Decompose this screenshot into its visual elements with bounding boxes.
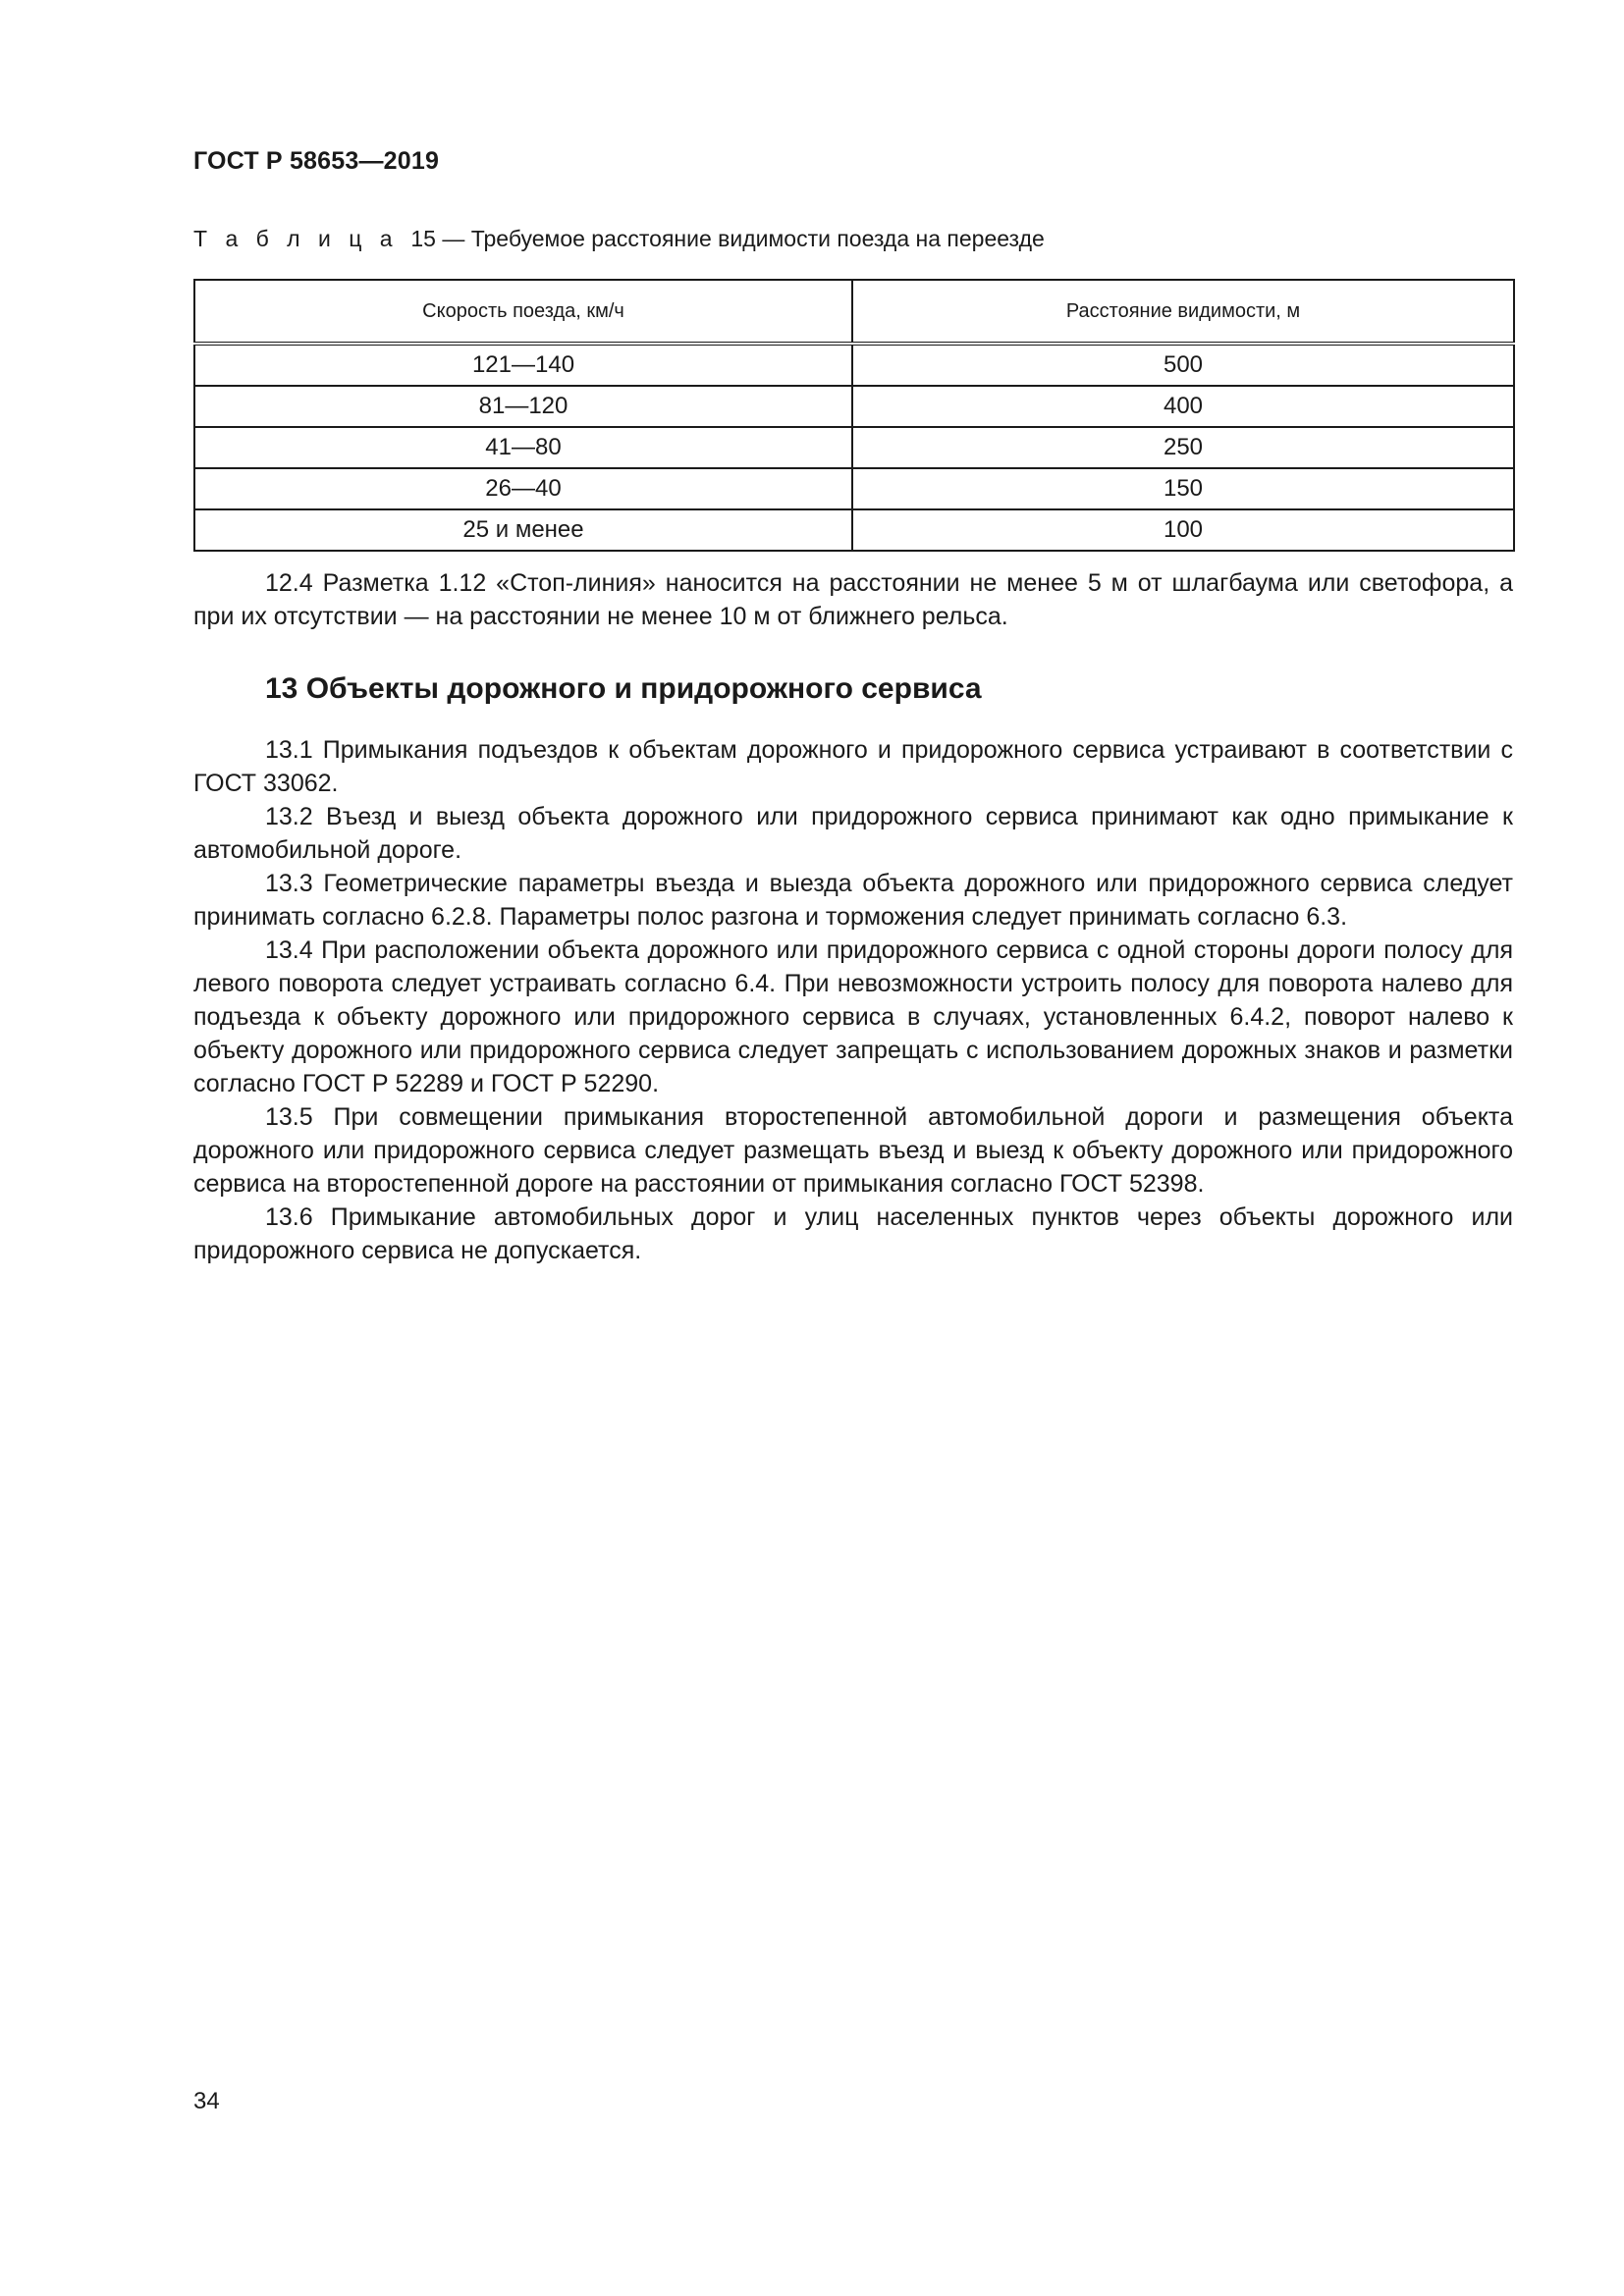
table-row [194, 386, 1514, 427]
paragraph-13-2: 13.2 Въезд и выезд объекта дорожного или придорожного сервиса принимают как одно примыкание к автомобильной дороге. [193, 803, 1513, 864]
table-caption-text: 15 — Требуемое расстояние видимости поезда на переезде [410, 226, 1045, 251]
distance-cell: 100 [852, 509, 1514, 551]
section-13-heading: 13 Объекты дорожного и придорожного сервиса [265, 672, 982, 705]
speed-cell: 41—80 [194, 427, 852, 468]
paragraph-13-5: 13.5 При совмещении примыкания второстепенной автомобильной дороги и размещения объекта дорожного или придорожного сервиса следует размещать въезд и выезд к объекту дорожного или придорожного сервиса на второстепенной дороге на расстоянии от примыкания согласно ГОСТ 52398. [193, 1103, 1513, 1198]
table-caption [193, 226, 1045, 252]
distance-cell: 250 [852, 427, 1514, 468]
distance-cell: 400 [852, 386, 1514, 427]
page-number: 34 [193, 2088, 220, 2114]
speed-cell: 25 и менее [194, 509, 852, 551]
paragraph-13-4: 13.4 При расположении объекта дорожного или придорожного сервиса с одной стороны дороги полосу для левого поворота следует устраивать согласно 6.4. При невозможности устроить полосу для поворота налево для подъезда к объекту дорожного или придорожного сервиса в случаях, установленных 6.4.2, поворот налево к объекту дорожного или придорожного сервиса следует запрещать с использованием дорожных знаков и разметки согласно ГОСТ Р 52289 и ГОСТ Р 52290. [193, 936, 1513, 1097]
table-row [194, 427, 1514, 468]
table-caption-label: Т а б л и ц а [193, 226, 399, 251]
document-code-header: ГОСТ Р 58653—2019 [193, 147, 440, 175]
table-row [194, 344, 1514, 386]
table-row [194, 509, 1514, 551]
table-row [194, 468, 1514, 509]
paragraph-13-3: 13.3 Геометрические параметры въезда и выезда объекта дорожного или придорожного сервиса следует принимать согласно 6.2.8. Параметры полос разгона и торможения следует принимать согласно 6.3. [193, 870, 1513, 931]
paragraph-12-4: 12.4 Разметка 1.12 «Стоп-линия» наносится на расстоянии не менее 5 м от шлагбаума или светофора, а при их отсутствии — на расстоянии не менее 10 м от ближнего рельса. [193, 569, 1513, 630]
speed-cell: 26—40 [194, 468, 852, 509]
section-13 [193, 669, 1513, 709]
table-header-row [194, 280, 1514, 344]
paragraph-12-4-block [193, 566, 1513, 633]
column-header-distance: Расстояние видимости, м [852, 280, 1514, 344]
paragraph-13-6: 13.6 Примыкание автомобильных дорог и улиц населенных пунктов через объекты дорожного или придорожного сервиса не допускается. [193, 1203, 1513, 1264]
distance-cell: 150 [852, 468, 1514, 509]
speed-cell: 81—120 [194, 386, 852, 427]
speed-cell: 121—140 [194, 344, 852, 386]
paragraph-13-1: 13.1 Примыкания подъездов к объектам дорожного и придорожного сервиса устраивают в соответствии с ГОСТ 33062. [193, 736, 1513, 797]
distance-cell: 500 [852, 344, 1514, 386]
section-13-body [193, 733, 1513, 1267]
column-header-speed: Скорость поезда, км/ч [194, 280, 852, 344]
visibility-distance-table [193, 279, 1515, 552]
